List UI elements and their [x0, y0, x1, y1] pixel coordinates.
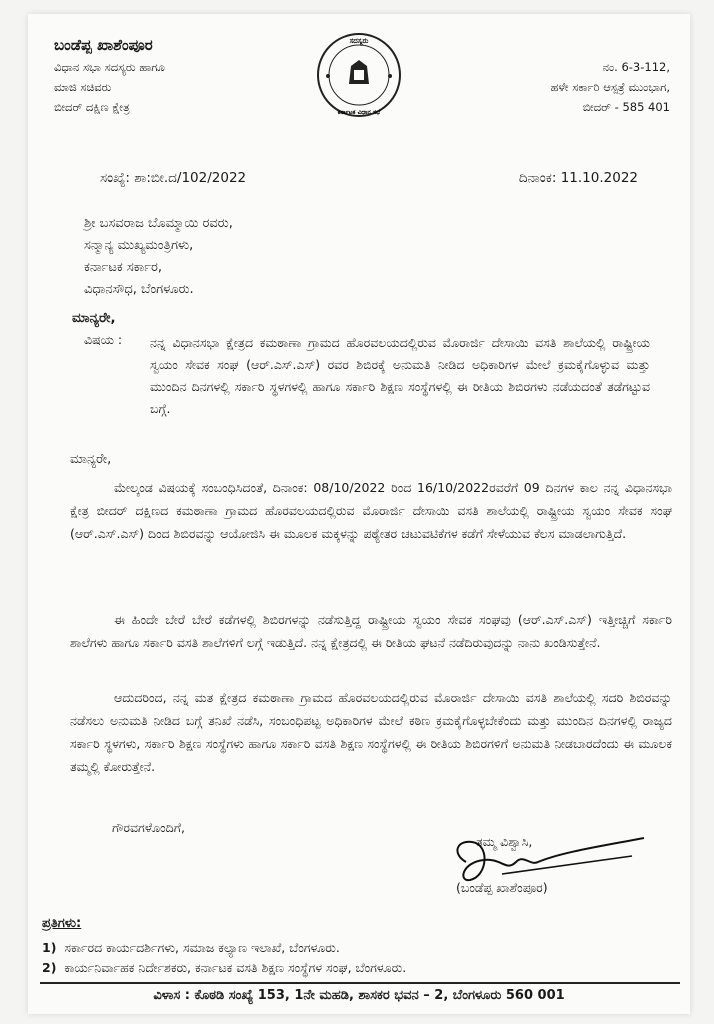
- salutation: ಮಾನ್ಯರೇ,: [72, 310, 116, 326]
- copy-item: [42, 940, 340, 956]
- address-line: ಹಳೇ ಸರ್ಕಾರಿ ಆಸ್ಪತ್ರೆ ಮುಂಭಾಗ,: [550, 80, 670, 94]
- copy-number: 1): [42, 940, 57, 955]
- body-paragraph: ಈ ಹಿಂದೇ ಬೇರೆ ಬೇರೆ ಕಡೆಗಳಲ್ಲಿ ಶಿಬಿರಗಳನ್ನು ನಡೆಸುತ್ತಿದ್ದ ರಾಷ್ಟ್ರೀಯ ಸ್ವಯಂ ಸೇವಕ ಸಂಘವು (ಆರ್.ಎಸ್.ಎಸ್) ಇತ್ತೀಚ್ಚಿಗೆ ಸರ್ಕಾರಿ ಶಾಲೆಗಳು ಹಾಗೂ ಸರ್ಕಾರಿ ವಸತಿ ಶಾಲೆಗಳಿಗೆ ಲಗ್ಗೆ ಇಡುತ್ತಿದೆ. ನನ್ನ ಕ್ಷೇತ್ರದಲ್ಲಿ ಈ ರೀತಿಯ ಘಟನೆ ನಡೆದಿರುವುದನ್ನು ನಾನು ಖಂಡಿಸುತ್ತೇನೆ.: [70, 612, 672, 650]
- address-line: ಬೀದರ್ - 585 401: [582, 100, 670, 114]
- seal-top-text: ಸದಸ್ಯರು: [349, 37, 369, 45]
- address-line: ನಂ. 6-3-112,: [602, 60, 670, 74]
- sender-name: ಬಂಡೆಪ್ಪ ಖಾಶೆಂಪೂರ: [54, 36, 153, 54]
- footer-divider: [40, 982, 680, 984]
- closing-text: ಗೌರವಗಳೊಂದಿಗೆ,: [112, 820, 185, 835]
- signatory-name: (ಬಂಡೆಪ್ಪ ಖಾಶೆಂಪೂರ): [456, 880, 548, 895]
- copies-title: ಪ್ರತಿಗಳು:: [42, 916, 82, 931]
- assembly-seal-icon: [316, 32, 402, 118]
- copy-text: ಕಾರ್ಯನಿರ್ವಾಹಕ ನಿರ್ದೇಶಕರು, ಕರ್ನಾಟಕ ವಸತಿ ಶಿಕ್ಷಣ ಸಂಸ್ಥೆಗಳ ಸಂಘ, ಬೆಂಗಳೂರು.: [64, 960, 407, 975]
- body-paragraph: ಮೇಲ್ಕಂಡ ವಿಷಯಕ್ಕೆ ಸಂಬಂಧಿಸಿದಂತೆ, ದಿನಾಂಕ: 08/10/2022 ರಿಂದ 16/10/2022ರವರೆಗೆ 09 ದಿನಗಳ ಕಾಲ ನನ್ನ ವಿಧಾನಸಭಾ ಕ್ಷೇತ್ರ ಬೀದರ್ ದಕ್ಷಿಣದ ಕಮಠಾಣಾ ಗ್ರಾಮದ ಹೊರವಲಯದಲ್ಲಿರುವ ಮೊರಾರ್ಜಿ ದೇಸಾಯಿ ವಸತಿ ಶಾಲೆಯಲ್ಲಿ ರಾಷ್ಟ್ರೀಯ ಸ್ವಯಂ ಸೇವಕ ಸಂಘ (ಆರ್.ಎಸ್.ಎಸ್) ದಿಂದ ಶಿಬಿರವನ್ನು ಆಯೋಜಿಸಿ ಈ ಮೂಲಕ ಮಕ್ಕಳನ್ನು ಪಠ್ಯೇತರ ಚಟುವಟಿಕೆಗಳ ಕಡೆಗೆ ಸೇಳೆಯುವ ಕೆಲಸ ಮಾಡಲಾಗುತ್ತಿದೆ.: [70, 480, 672, 541]
- salutation-2: ಮಾನ್ಯರೇ,: [70, 452, 112, 467]
- letter-date: ದಿನಾಂಕ: 11.10.2022: [518, 170, 638, 186]
- reference-number: ಸಂಖ್ಯೆ: ಶಾ:ಬೀ.ದ/102/2022: [100, 170, 247, 186]
- designation-line: ವಿಧಾನ ಸಭಾ ಸದಸ್ಯರು ಹಾಗೂ: [54, 60, 165, 74]
- letter-page: [28, 14, 690, 1014]
- copy-text: ಸರ್ಕಾರದ ಕಾರ್ಯದರ್ಶಿಗಳು, ಸಮಾಜ ಕಲ್ಯಾಣ ಇಲಾಖೆ, ಬೆಂಗಳೂರು.: [64, 940, 340, 955]
- copy-number: 2): [42, 960, 57, 975]
- body-paragraph: ಆದುದರಿಂದ, ನನ್ನ ಮತ ಕ್ಷೇತ್ರದ ಕಮಠಾಣಾ ಗ್ರಾಮದ ಹೊರವಲಯದಲ್ಲಿರುವ ಮೊರಾರ್ಜಿ ದೇಸಾಯಿ ವಸತಿ ಶಾಲೆಯಲ್ಲಿ ಸದರಿ ಶಿಬಿರವನ್ನು ನಡೆಸಲು ಅನುಮತಿ ನೀಡಿದ ಬಗ್ಗೆ ತನಿಖೆ ನಡೆಸಿ, ಸಂಬಂಧಿಪಟ್ಟ ಅಧಿಕಾರಿಗಳ ಮೇಲೆ ಕಠಿಣ ಕ್ರಮಕೈಗೊಳ್ಳಬೇಕೆಂದು ಮತ್ತು ಮುಂದಿನ ದಿನಗಳಲ್ಲಿ ರಾಜ್ಯದ ಸರ್ಕಾರಿ ಸ್ಥಳಗಳು, ಸರ್ಕಾರಿ ಶಿಕ್ಷಣ ಸಂಸ್ಥೆಗಳು ಹಾಗೂ ಸರ್ಕಾರಿ ವಸತಿ ಶಿಕ್ಷಣ ಸಂಸ್ಥೆಗಳಲ್ಲಿ ಈ ರೀತಿಯ ಶಿಬಿರಗಳಿಗೆ ಅನುಮತಿ ನೀಡಬಾರದೆಂದು ಈ ಮೂಲಕ ತಮ್ಮಲ್ಲಿ ಕೋರುತ್ತೇನೆ.: [70, 690, 672, 774]
- footer-address: ವಿಳಾಸ : ಕೊಠಡಿ ಸಂಖ್ಯೆ 153, 1ನೇ ಮಹಡಿ, ಶಾಸಕರ ಭವನ – 2, ಬೆಂಗಳೂರು 560 001: [153, 988, 565, 1003]
- subject-text: ನನ್ನ ವಿಧಾನಸಭಾ ಕ್ಷೇತ್ರದ ಕಮಠಾಣಾ ಗ್ರಾಮದ ಹೊರವಲಯದಲ್ಲಿರುವ ಮೊರಾರ್ಜಿ ದೇಸಾಯಿ ವಸತಿ ಶಾಲೆಯಲ್ಲಿ ರಾಷ್ಟ್ರೀಯ ಸ್ವಯಂ ಸೇವಕ ಸಂಘ (ಆರ್.ಎಸ್.ಎಸ್) ರವರ ಶಿಬಿರಕ್ಕೆ ಅನುಮತಿ ನೀಡಿದ ಅಧಿಕಾರಿಗಳ ಮೇಲೆ ಕ್ರಮಕೈಗೊಳ್ಳುವ ಮತ್ತು ಮುಂದಿನ ದಿನಗಳಲ್ಲಿ ಸರ್ಕಾರಿ ಸ್ಥಳಗಳಲ್ಲಿ ಹಾಗೂ ಸರ್ಕಾರಿ ಶಿಕ್ಷಣ ಸಂಸ್ಥೆಗಳಲ್ಲಿ ಈ ರೀತಿಯ ಶಿಬಿರಗಳು ನಡೆಯದಂತೆ ತಡೆಗಟ್ಟುವ ಬಗ್ಗೆ.: [150, 335, 650, 416]
- seal-bottom-text: ಕರ್ನಾಟಕ ವಿಧಾನ ಸಭೆ: [337, 109, 381, 116]
- recipient-line: ಸನ್ಮಾನ್ಯ ಮುಖ್ಯಮಂತ್ರಿಗಳು,: [84, 238, 194, 253]
- copy-item: [42, 960, 406, 976]
- yours-faithfully: ತಮ್ಮ ವಿಶ್ವಾಸಿ,: [476, 834, 533, 849]
- recipient-line: ಕರ್ನಾಟಕ ಸರ್ಕಾರ,: [84, 260, 162, 275]
- recipient-line: ವಿಧಾನಸೌಧ, ಬೆಂಗಳೂರು.: [84, 282, 194, 297]
- subject-label: ವಿಷಯ :: [84, 332, 123, 347]
- designation-line: ಬೀದರ್ ದಕ್ಷಿಣ ಕ್ಷೇತ್ರ: [54, 100, 130, 114]
- recipient-line: ಶ್ರೀ ಬಸವರಾಜ ಬೊಮ್ಮಾಯಿ ರವರು,: [84, 216, 233, 231]
- designation-line: ಮಾಜಿ ಸಚಿವರು: [54, 80, 112, 94]
